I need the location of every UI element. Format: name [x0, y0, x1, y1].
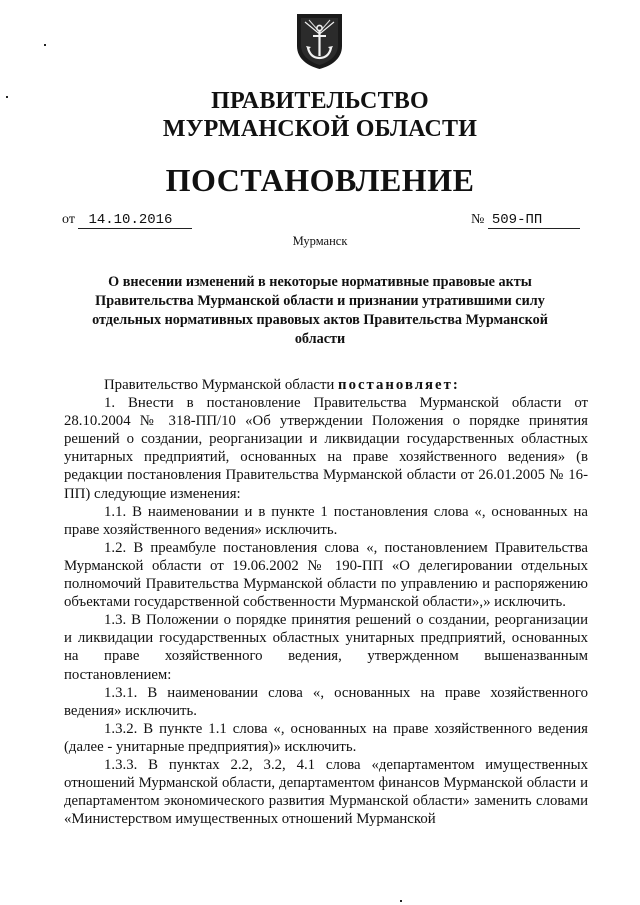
paragraph-1-3-1: 1.3.1. В наименовании слова «, основанных на праве хозяйственного ведения» исключить. [64, 684, 588, 719]
paragraph-1-2: 1.2. В преамбуле постановления слова «, постановлением Правительства Мурманской области от 19.06.2002 № 190-ПП «О делегировании отдельных полномочий Правительства Мурманской области по управлению и распоряжению объектами государственной собственности Мурманской области»,» исключить. [64, 539, 588, 611]
document-body [64, 376, 588, 828]
document-subject: О внесении изменений в некоторые нормативные правовые акты Правительства Мурманской области и признании утратившими силу отдельных нормативных правовых актов Правительства Мурманской области [92, 274, 548, 347]
date-prefix: от [62, 212, 75, 227]
preamble-lead: Правительство Мурманской области [104, 377, 339, 393]
paragraph-1-3-3: 1.3.3. В пунктах 2.2, 3.2, 4.1 слова «департаментом имущественных отношений Мурманской области, департаментом финансов Мурманской области и департаментом экономического развития Мурманской области» заменить словами «Министерством имущественных отношений Мурманской [64, 756, 588, 828]
document-number: 509-ПП [488, 212, 580, 229]
preamble-verb: постановляет: [338, 377, 460, 393]
government-title-line2: МУРМАНСКОЙ ОБЛАСТИ [162, 116, 478, 142]
document-city: Мурманск [292, 234, 348, 248]
scan-dot [6, 96, 8, 98]
scan-dot [400, 900, 402, 902]
government-title-line1: ПРАВИТЕЛЬСТВО [211, 88, 429, 114]
coat-of-arms-emblem [295, 12, 344, 70]
number-prefix: № [471, 212, 485, 227]
paragraph-1-3-2: 1.3.2. В пункте 1.1 слова «, основанных на праве хозяйственного ведения (далее - унитарные предприятия)» исключить. [64, 720, 588, 755]
document-number-row [471, 212, 580, 229]
paragraph-1-3: 1.3. В Положении о порядке принятия решений о создании, реорганизации и ликвидации государственных областных унитарных предприятий, основанных на праве хозяйственного ведения, утвержденном вышеназванным постановлением: [64, 612, 588, 683]
scan-dot [44, 44, 46, 46]
document-date: 14.10.2016 [78, 212, 192, 229]
preamble [64, 376, 588, 394]
paragraph-1: 1. Внести в постановление Правительства Мурманской области от 28.10.2004 № 318-ПП/10 «Об утверждении Положения о порядке принятия решений о создании, реорганизации и ликвидации государственных областных унитарных предприятий, основанных на праве хозяйственного ведения» (в редакции постановления Правительства Мурманской области от 26.01.2005 № 16-ПП) следующие изменения: [64, 395, 588, 502]
paragraph-1-1: 1.1. В наименовании и в пункте 1 постановления слова «, основанных на праве хозяйственного ведения» исключить. [64, 503, 588, 538]
document-type-title: ПОСТАНОВЛЕНИЕ [165, 162, 475, 198]
document-date-row [62, 212, 192, 229]
